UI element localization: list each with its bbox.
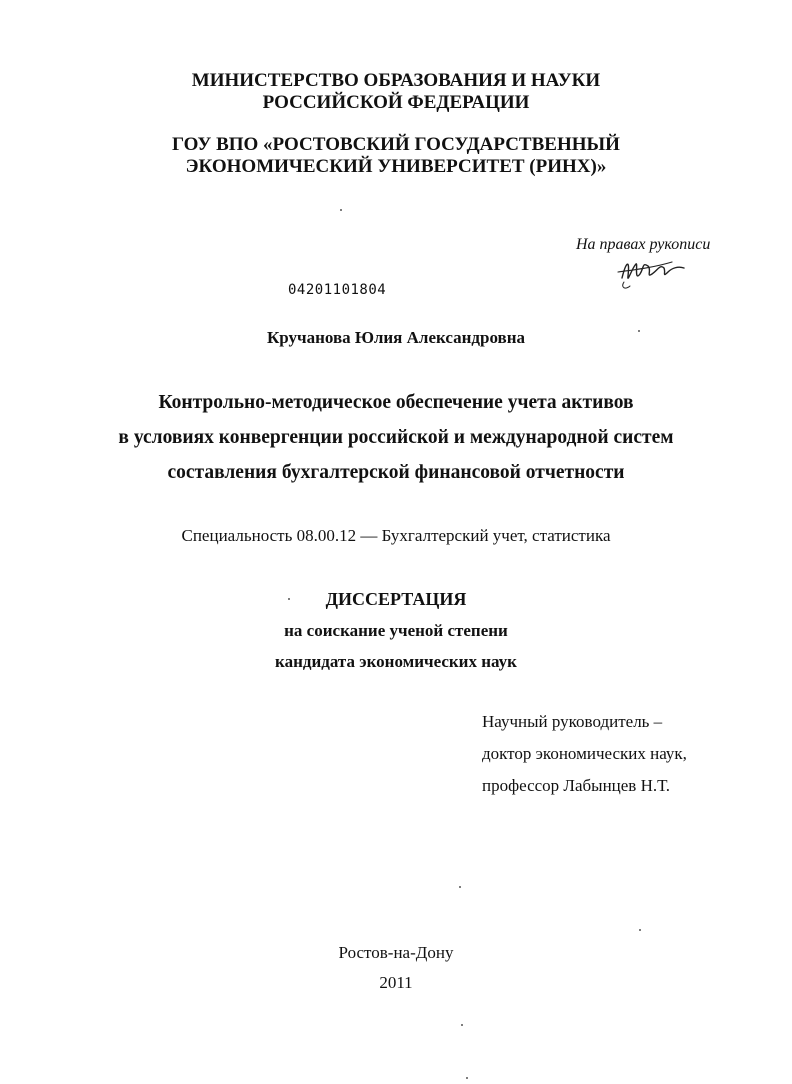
scan-speck: [459, 886, 461, 888]
scan-speck: [340, 209, 342, 211]
scan-speck: [461, 1024, 463, 1026]
ministry-line-2: РОССИЙСКОЙ ФЕДЕРАЦИИ: [262, 92, 530, 113]
scan-speck: [639, 929, 641, 931]
document-code: 04201101804: [288, 282, 387, 298]
university-line-2: ЭКОНОМИЧЕСКИЙ УНИВЕРСИТЕТ (РИНХ)»: [185, 156, 607, 177]
degree-type: ДИССЕРТАЦИЯ: [325, 589, 467, 609]
manuscript-note: На правах рукописи: [576, 236, 711, 253]
degree-line-2: кандидата экономических наук: [275, 652, 517, 671]
supervisor-line-3: профессор Лабынцев Н.Т.: [482, 776, 671, 795]
title-line-2: в условиях конвергенции российской и международной систем: [118, 427, 674, 448]
year: 2011: [379, 973, 413, 992]
supervisor-line-1: Научный руководитель –: [482, 712, 663, 731]
title-line-3: составления бухгалтерской финансовой отчетности: [167, 462, 625, 483]
signature-icon: [612, 248, 688, 292]
specialty: Специальность 08.00.12 — Бухгалтерский учет, статистика: [181, 526, 611, 545]
degree-line-1: на соискание ученой степени: [284, 621, 508, 640]
supervisor-line-2: доктор экономических наук,: [482, 744, 687, 763]
author-name: Кручанова Юлия Александровна: [266, 328, 526, 347]
scan-speck: [466, 1077, 468, 1079]
ministry-line-1: МИНИСТЕРСТВО ОБРАЗОВАНИЯ И НАУКИ: [191, 70, 601, 91]
scan-speck: [288, 598, 290, 600]
university-line-1: ГОУ ВПО «РОСТОВСКИЙ ГОСУДАРСТВЕННЫЙ: [172, 134, 620, 155]
title-line-1: Контрольно-методическое обеспечение учета активов: [158, 392, 634, 413]
city: Ростов-на-Дону: [338, 943, 454, 962]
scan-speck: [638, 330, 640, 332]
